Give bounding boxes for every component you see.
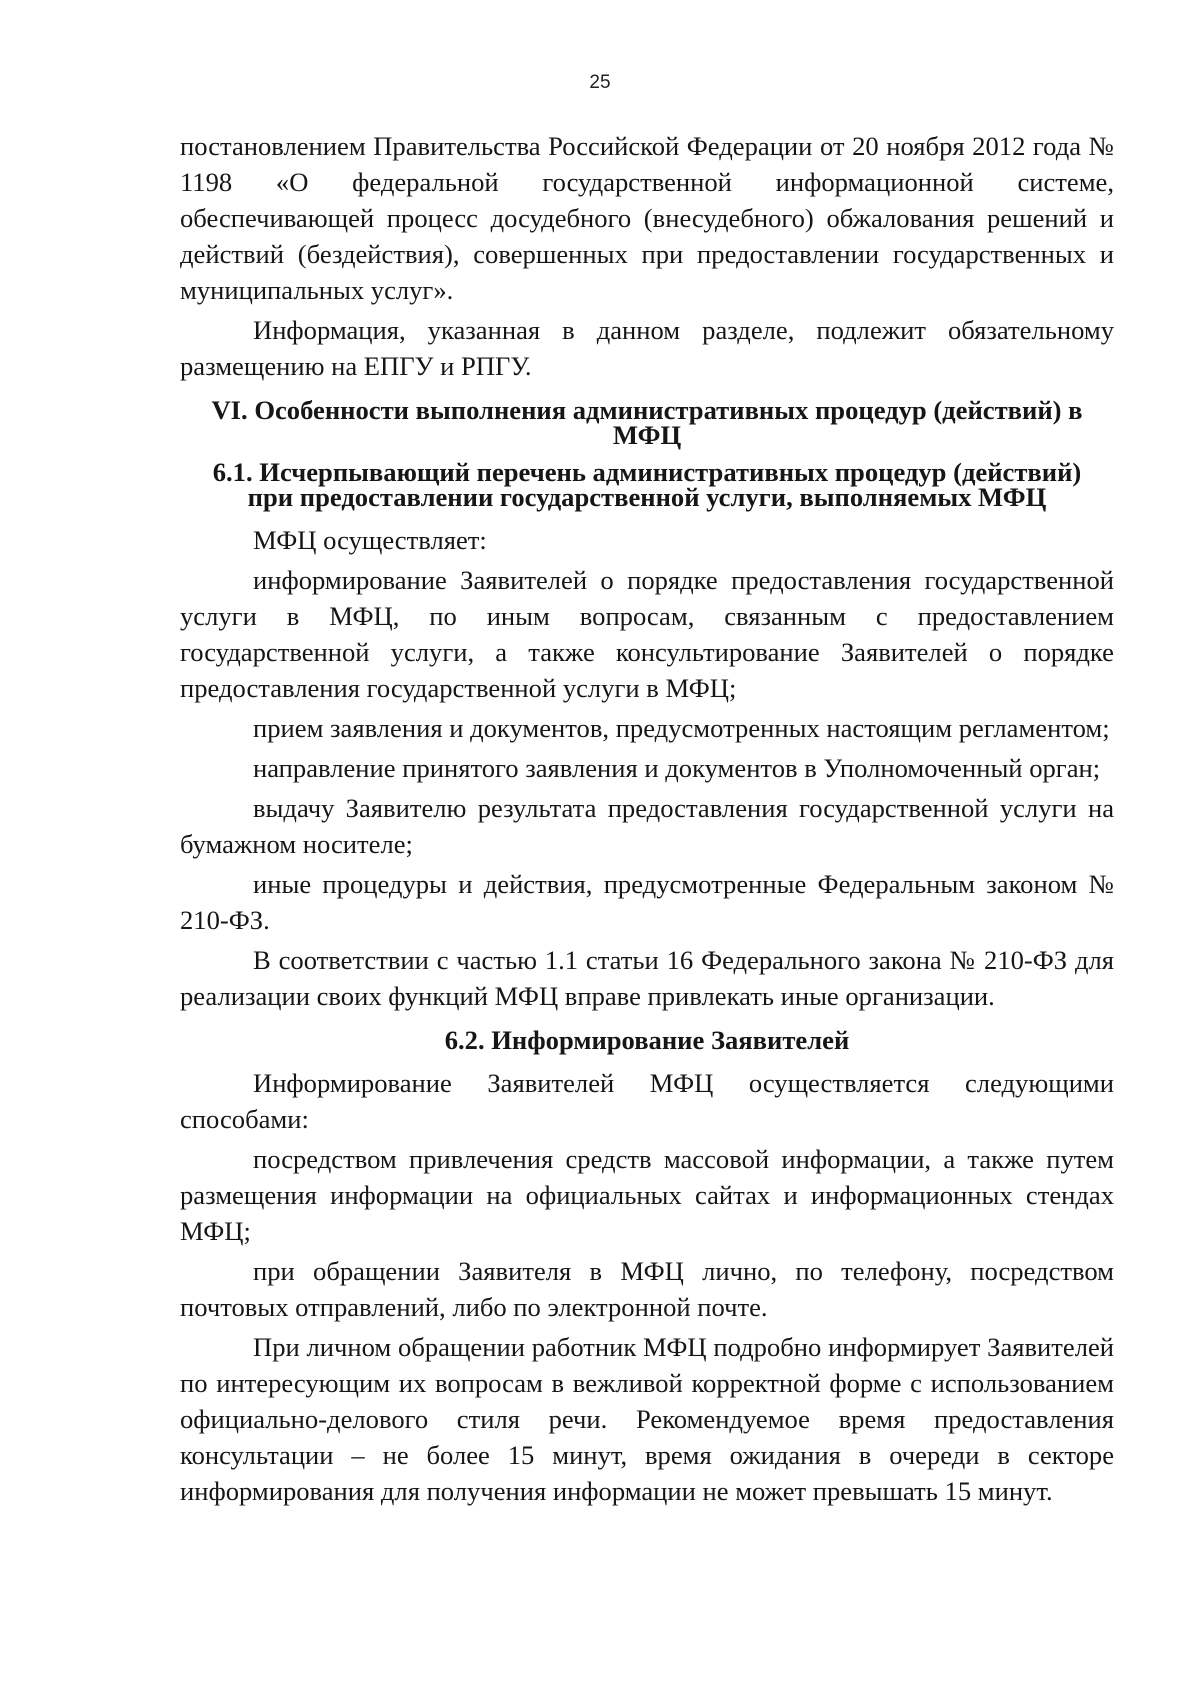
subsection-heading-6-2: 6.2. Информирование Заявителей [444,1025,850,1055]
list-item-receiving-documents: прием заявления и документов, предусмотренных настоящим регламентом; [253,713,1110,743]
list-item-forwarding-documents: направление принятого заявления и документов в Уполномоченный орган; [253,753,1101,783]
paragraph-personal-consultation: При личном обращении работник МФЦ подробно информирует Заявителей по интересующим их вопросам в вежливой корректной форме с использованием официально-делового стиля речи. Рекомендуемое время предоставления консультации – не более 15 минут, время ожидания в очереди в секторе информирования для получения информации не может превышать 15 минут. [180,1332,1114,1506]
section-heading-line-2: МФЦ [612,420,682,450]
subsection-heading-6-1-line-2: при предоставлении государственной услуги, выполняемых МФЦ [247,482,1047,512]
subsection-heading-6-1-line-1: 6.1. Исчерпывающий перечень административных процедур (действий) [212,457,1082,487]
paragraph-mfc-performs: МФЦ осуществляет: [253,525,487,555]
document-body [180,128,1114,1509]
list-item-mass-media: посредством привлечения средств массовой информации, а также путем размещения информации на официальных сайтах и информационных стендах МФЦ; [180,1144,1114,1246]
paragraph-informing-methods: Информирование Заявителей МФЦ осуществляется следующими способами: [180,1068,1114,1134]
paragraph-other-organizations: В соответствии с частью 1.1 статьи 16 Федерального закона № 210-ФЗ для реализации своих функций МФЦ вправе привлекать иные организации. [180,945,1114,1011]
subsection-heading-6-1 [180,457,1114,512]
list-item-informing: информирование Заявителей о порядке предоставления государственной услуги в МФЦ, по иным вопросам, связанным с предоставлением государственной услуги, а также консультирование Заявителей о порядке предоставления государственной услуги в МФЦ; [180,565,1114,703]
page-number: 25 [589,72,611,93]
section-heading [180,395,1114,450]
list-item-issuing-result: выдачу Заявителю результата предоставления государственной услуги на бумажном носителе; [180,793,1114,859]
list-item-other-procedures: иные процедуры и действия, предусмотренные Федеральным законом № 210-ФЗ. [180,869,1114,935]
list-item-personal-contact: при обращении Заявителя в МФЦ лично, по телефону, посредством почтовых отправлений, либо по электронной почте. [180,1256,1114,1322]
section-heading-line-1: VI. Особенности выполнения административных процедур (действий) в [211,395,1083,425]
paragraph-publication-note: Информация, указанная в данном разделе, подлежит обязательному размещению на ЕПГУ и РПГУ. [180,315,1114,381]
paragraph-resolution-reference: постановлением Правительства Российской Федерации от 20 ноября 2012 года № 1198 «О федеральной государственной информационной системе, обеспечивающей процесс досудебного (внесудебного) обжалования решений и действий (бездействия), совершенных при предоставлении государственных и муниципальных услуг». [180,131,1114,305]
